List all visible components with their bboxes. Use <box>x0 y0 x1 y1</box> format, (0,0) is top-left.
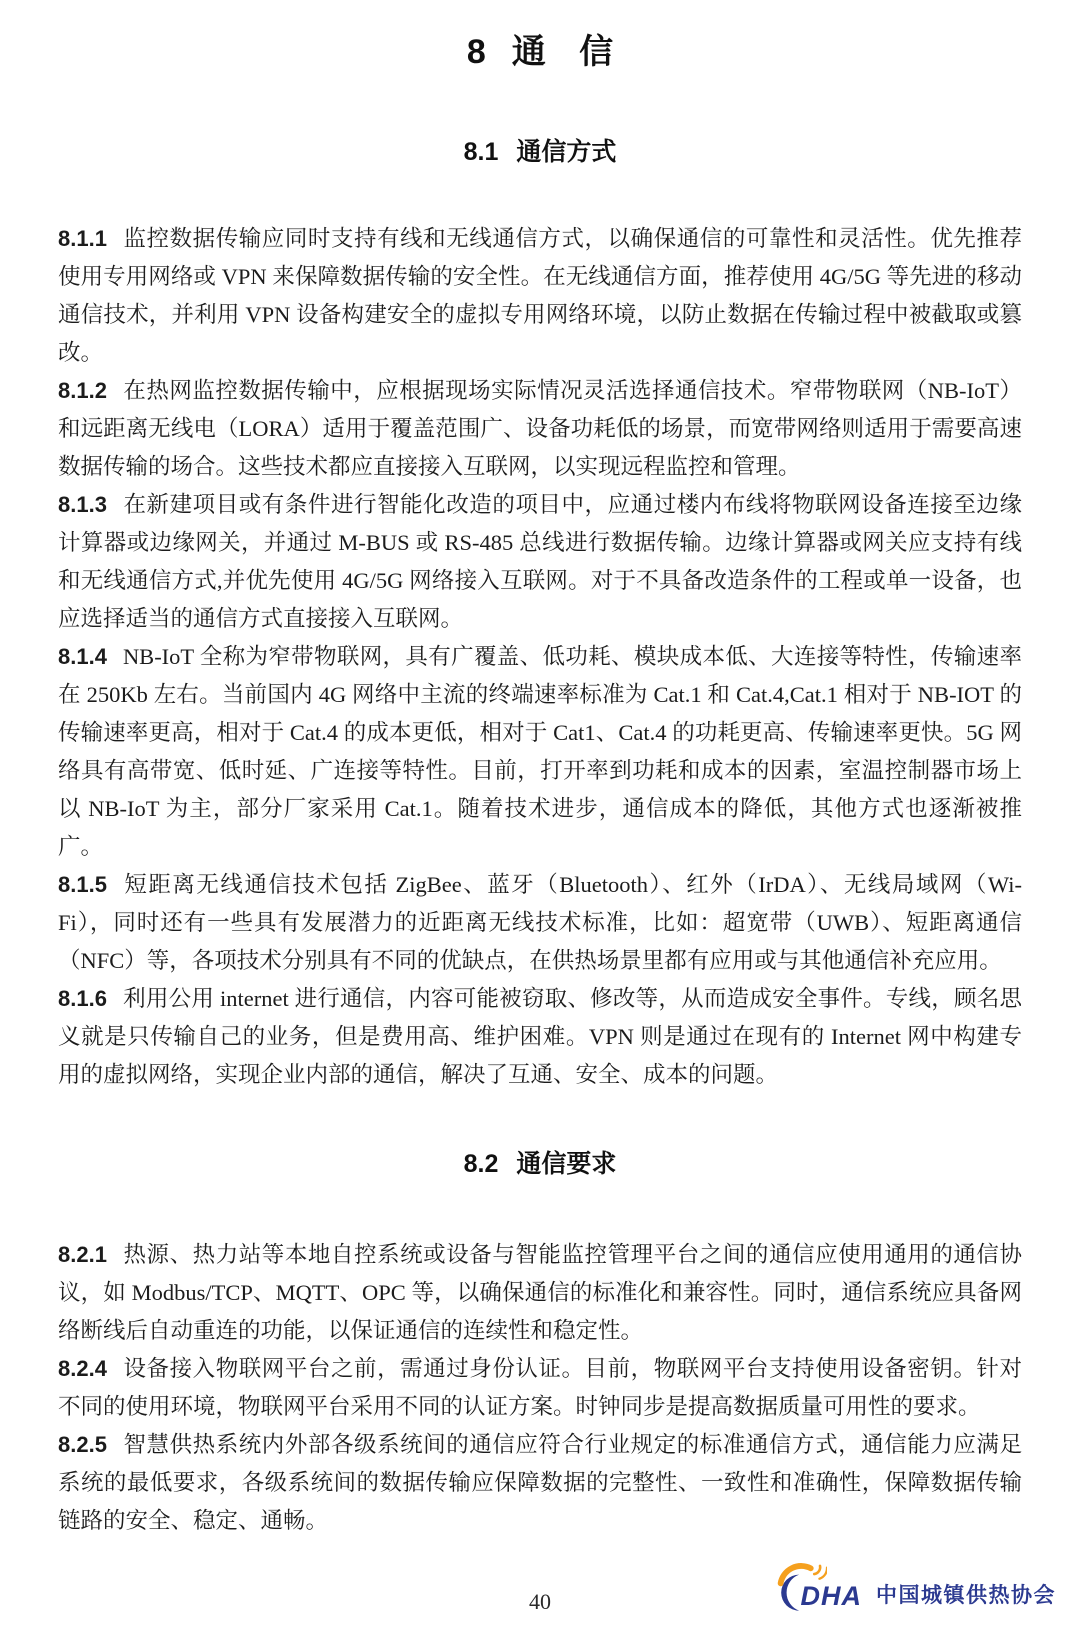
clause-number: 8.2.1 <box>58 1242 107 1267</box>
clause-text: 短距离无线通信技术包括 ZigBee、蓝牙（Bluetooth）、红外（IrDA）、无线局域网（Wi-Fi），同时还有一些具有发展潜力的近距离无线技术标准，比如：超宽带（UWB）、短距离通信（NFC）等，各项技术分别具有不同的优缺点，在供热场景里都有应用或与其他通信补充应用。 <box>58 872 1022 973</box>
section-number: 8.1 <box>463 138 499 166</box>
clause-text: 在新建项目或有条件进行智能化改造的项目中，应通过楼内布线将物联网设备连接至边缘计算器或边缘网关，并通过 M-BUS 或 RS-485 总线进行数据传输。边缘计算器或网关应支持有线和无线通信方式,并优先使用 4G/5G 网络接入互联网。对于不具备改造条件的工程或单一设备，也应选择适当的通信方式直接接入互联网。 <box>58 492 1022 631</box>
clause-text: 智慧供热系统内外部各级系统间的通信应符合行业规定的标准通信方式，通信能力应满足系统的最低要求，各级系统间的数据传输应保障数据的完整性、一致性和准确性，保障数据传输链路的安全、稳定、通畅。 <box>58 1432 1022 1533</box>
clause-text: 在热网监控数据传输中，应根据现场实际情况灵活选择通信技术。窄带物联网（NB-IoT）和远距离无线电（LORA）适用于覆盖范围广、设备功耗低的场景，而宽带网络则适用于需要高速数据传输的场合。这些技术都应直接接入互联网，以实现远程监控和管理。 <box>58 378 1022 479</box>
clause-8-1-4 <box>58 638 1022 866</box>
clause-number: 8.2.5 <box>58 1432 107 1457</box>
clause-number: 8.1.5 <box>58 872 107 897</box>
clause-number: 8.1.4 <box>58 644 107 669</box>
association-name: 中国城镇供热协会 <box>876 1584 1056 1607</box>
clause-8-2-5 <box>58 1426 1022 1540</box>
section-heading-8-1 <box>58 136 1022 168</box>
clause-text: 监控数据传输应同时支持有线和无线通信方式，以确保通信的可靠性和灵活性。优先推荐使用专用网络或 VPN 来保障数据传输的安全性。在无线通信方面，推荐使用 4G/5G 等先进的移动通信技术，并利用 VPN 设备构建安全的虚拟专用网络环境，以防止数据在传输过程中被截取或篡改。 <box>58 226 1022 365</box>
clause-text: 利用公用 internet 进行通信，内容可能被窃取、修改等，从而造成安全事件。专线，顾名思义就是只传输自己的业务，但是费用高、维护困难。VPN 则是通过在现有的 Internet 网中构建专用的虚拟网络，实现企业内部的通信，解决了互通、安全、成本的问题。 <box>58 986 1022 1087</box>
section-title: 通信方式 <box>516 138 617 166</box>
page-number: 40 <box>529 1589 551 1614</box>
section-title: 通信要求 <box>516 1150 617 1178</box>
clause-text: NB-IoT 全称为窄带物联网，具有广覆盖、低功耗、模块成本低、大连接等特性，传输速率在 250Kb 左右。当前国内 4G 网络中主流的终端速率标准为 Cat.1 和 Cat.4,Cat.1 相对于 NB-IOT 的传输速率更高，相对于 Cat.4 的成本更低，相对于 Cat1、Cat.4 的功耗更高、传输速率更快。5G 网络具有高带宽、低时延、广连接等特性。目前，打开率到功耗和成本的因素，室温控制器市场上以 NB-IoT 为主，部分厂家采用 Cat.1。随着技术进步，通信成本的降低，其他方式也逐渐被推广。 <box>58 644 1022 859</box>
association-logo <box>769 1559 1057 1617</box>
chapter-title <box>58 26 1022 74</box>
clause-8-1-1 <box>58 220 1022 372</box>
clause-number: 8.1.2 <box>58 378 107 403</box>
logo-acronym: DHA <box>800 1580 862 1611</box>
clause-8-1-5 <box>58 866 1022 980</box>
chapter-name: 通 信 <box>511 33 614 71</box>
clause-text: 热源、热力站等本地自控系统或设备与智能监控管理平台之间的通信应使用通用的通信协议，如 Modbus/TCP、MQTT、OPC 等，以确保通信的标准化和兼容性。同时，通信系统应具备网络断线后自动重连的功能，以保证通信的连续性和稳定性。 <box>58 1242 1022 1343</box>
clause-text: 设备接入物联网平台之前，需通过身份认证。目前，物联网平台支持使用设备密钥。针对不同的使用环境，物联网平台采用不同的认证方案。时钟同步是提高数据质量可用性的要求。 <box>58 1356 1022 1419</box>
section-heading-8-2 <box>58 1148 1022 1180</box>
section-number: 8.2 <box>463 1150 499 1178</box>
clause-number: 8.1.1 <box>58 226 107 251</box>
clause-8-2-1 <box>58 1236 1022 1350</box>
clause-number: 8.1.3 <box>58 492 107 517</box>
clause-8-1-6 <box>58 980 1022 1094</box>
clause-8-1-3 <box>58 486 1022 638</box>
clause-8-2-4 <box>58 1350 1022 1426</box>
clause-8-1-2 <box>58 372 1022 486</box>
chapter-number: 8 <box>466 33 486 71</box>
clause-number: 8.2.4 <box>58 1356 107 1381</box>
clause-number: 8.1.6 <box>58 986 107 1011</box>
